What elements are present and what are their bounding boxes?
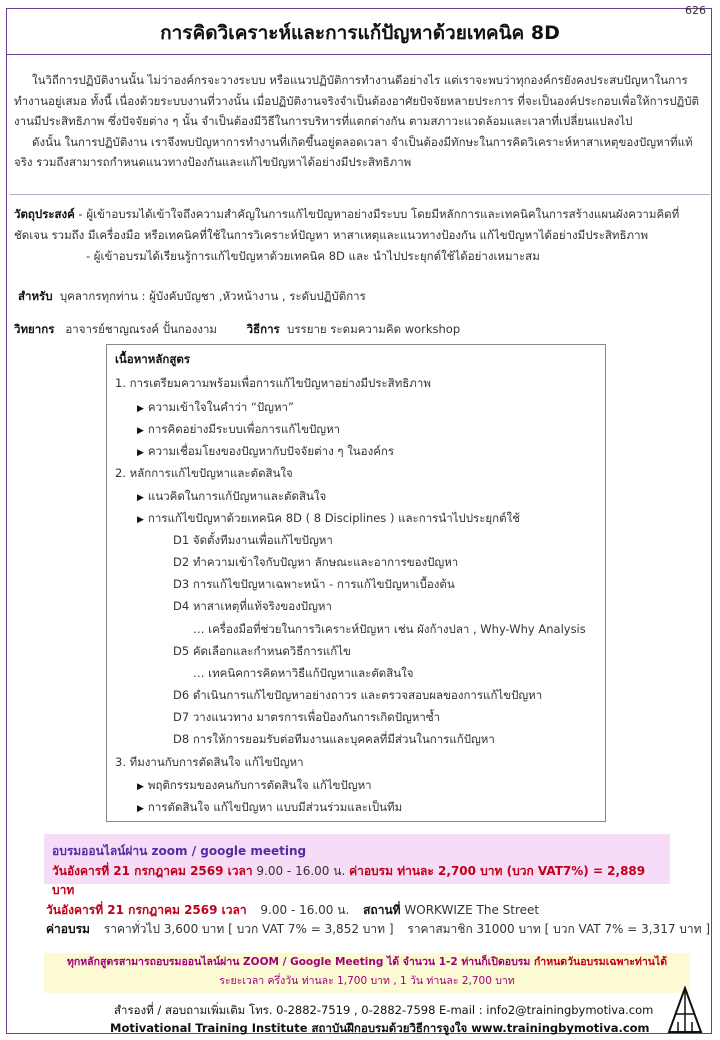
course-section-2-title: 2. หลักการแก้ไขปัญหาและตัดสินใจ — [115, 466, 293, 480]
course-bullet — [137, 777, 372, 795]
course-8d-step: D6 ดำเนินการแก้ไขปัญหาอย่างถาวร และตรวจสอบผลของการแก้ไขปัญหา — [173, 688, 543, 702]
course-bullet-text: ความเข้าใจในคำว่า “ปัญหา” — [147, 400, 294, 414]
place-value: WORKWIZE The Street — [404, 903, 540, 917]
course-outline-box — [106, 344, 606, 822]
onsite-training-info — [46, 901, 710, 939]
course-8d-step: D8 การให้การยอมรับต่อทีมงานและบุคคลที่มีส่วนในการแก้ปัญหา — [173, 732, 495, 746]
objective-item-2: - ผู้เข้าอบรมได้เรียนรู้การแก้ไขปัญหาด้วยเทคนิค 8D และ นำไปประยุกต์ใช้ได้อย่างเหมาะสม — [86, 249, 540, 263]
arrow-right-icon: ▶ — [137, 404, 144, 414]
course-section-3-title: 3. ทีมงานกับการตัดสินใจ แก้ไขปัญหา — [115, 755, 304, 769]
course-bullet-text: ความเชื่อมโยงของปัญหากับปัจจัยต่าง ๆ ในองค์กร — [147, 444, 395, 458]
intro-paragraph-1: ในวิถีการปฏิบัติงานนั้น ไม่ว่าองค์กรจะวางระบบ หรือแนวปฏิบัติการทำงานดีอย่างไร แต่เราจะพบว่าทุกองค์กรยังคงประสบปัญหาในการทำงานอยู่เสมอ ทั้งนี้ เนื่องด้วยระบบงานที่วางนั้น เมื่อปฏิบัติงานจริงจำเป็นต้องอาศัยปัจจัยหลายประการ ที่จะเป็นองค์ประกอบเพื่อให้การปฏิบัติงานมีประสิทธิภาพ ซึ่งปัจจัยต่าง ๆ นั้น จำเป็นต้องมีวิธีในการบริหารที่แตกต่างกัน ตามสภาวะแวดล้อมและเวลาที่เปลี่ยนแปลงไป — [14, 73, 699, 128]
course-8d-step: D5 คัดเลือกและกำหนดวิธีการแก้ไข — [173, 644, 351, 658]
speaker-name: อาจารย์ชาญณรงค์ ปั้นกองงาม — [65, 322, 217, 336]
course-bullet — [137, 488, 326, 506]
course-bullet — [137, 510, 520, 528]
course-bullet-text: แนวคิดในการแก้ปัญหาและตัดสินใจ — [147, 489, 327, 503]
fee-label: ค่าอบรม — [46, 922, 90, 936]
notice-line-2: ระยะเวลา ครึ่งวัน ท่านละ 1,700 บาท , 1 วัน ท่านละ 2,700 บาท — [219, 975, 515, 987]
section-divider — [10, 194, 710, 195]
online-heading: อบรมออนไลน์ผ่าน zoom / google meeting — [52, 844, 307, 858]
online-time: 9.00 - 16.00 น. — [252, 864, 350, 878]
intro-section — [14, 70, 704, 173]
footer-org: Motivational Training Institute สถาบันฝึกอบรมด้วยวิธีการจูงใจ www.trainingbymotiva.com — [110, 1021, 650, 1035]
page-title: การคิดวิเคราะห์และการแก้ปัญหาด้วยเทคนิค 8D — [160, 22, 560, 44]
mti-logo-icon — [666, 986, 704, 1034]
course-8d-step: D3 การแก้ไขปัญหาเฉพาะหน้า - การแก้ไขปัญหาเบื้องต้น — [173, 577, 455, 591]
notice-accent: กำหนดวันอบรมเฉพาะท่านได้ — [533, 956, 668, 968]
title-divider — [6, 54, 712, 55]
objective-text-1: - ผู้เข้าอบรมได้เข้าใจถึงความสำคัญในการแก้ไขปัญหาอย่างมีระบบ โดยมีหลักการและเทคนิคในการสร้างแผนผังความคิดที่ชัดเจน รวมถึง มีเครื่องมือ หรือเทคนิคที่ใช้ในการวิเคราะห์ปัญหา หาสาเหตุและแนวทางป้องกัน แก้ไขปัญหาได้อย่างมีประสิทธิภาพ — [14, 207, 680, 242]
method-label: วิธีการ — [246, 322, 280, 336]
place-label: สถานที่ — [363, 903, 401, 917]
course-bullet-text: การตัดสินใจ แก้ไขปัญหา แบบมีส่วนร่วมและเป็นทีม — [147, 800, 403, 814]
course-bullet — [137, 799, 402, 817]
page-number: 626 — [685, 4, 706, 17]
course-section-1-title: 1. การเตรียมความพร้อมเพื่อการแก้ไขปัญหาอย่างมีประสิทธิภาพ — [115, 376, 431, 390]
onsite-date: วันอังคารที่ 21 กรกฎาคม 2569 เวลา — [46, 903, 247, 917]
method-value: บรรยาย ระดมความคิด workshop — [287, 322, 461, 336]
course-bullet — [137, 421, 340, 439]
course-8d-step: D2 ทำความเข้าใจกับปัญหา ลักษณะและอาการของปัญหา — [173, 555, 459, 569]
online-date: วันอังคารที่ 21 กรกฎาคม 2569 เวลา — [52, 864, 253, 878]
course-8d-substep: … เทคนิคการคิดหาวิธีแก้ปัญหาและตัดสินใจ — [193, 666, 414, 680]
objective-label: วัตถุประสงค์ — [14, 207, 75, 221]
objective-section — [14, 204, 704, 267]
course-8d-step: D7 วางแนวทาง มาตรการเพื่อป้องกันการเกิดปัญหาซ้ำ — [173, 710, 441, 724]
course-bullet-text: การคิดอย่างมีระบบเพื่อการแก้ไขปัญหา — [147, 422, 341, 436]
onsite-schedule — [46, 901, 710, 920]
audience-label: สำหรับ — [18, 289, 53, 303]
onsite-time: 9.00 - 16.00 น. — [260, 903, 350, 917]
arrow-right-icon: ▶ — [137, 782, 144, 792]
speaker-label: วิทยากร — [14, 322, 55, 336]
course-8d-step: D1 จัดตั้งทีมงานเพื่อแก้ไขปัญหา — [173, 533, 333, 547]
audience-value: บุคลากรทุกท่าน : ผู้บังคับบัญชา ,หัวหน้างาน , ระดับปฏิบัติการ — [59, 289, 366, 303]
arrow-right-icon: ▶ — [137, 493, 144, 503]
arrow-right-icon: ▶ — [137, 804, 144, 814]
onsite-fees — [46, 920, 710, 939]
course-8d-step: D4 หาสาเหตุที่แท้จริงของปัญหา — [173, 599, 332, 613]
course-bullet — [137, 443, 394, 461]
course-bullet-text: พฤติกรรมของคนกับการตัดสินใจ แก้ไขปัญหา — [147, 778, 372, 792]
audience-line — [18, 288, 366, 306]
notice-text-1: ทุกหลักสูตรสามารถอบรมออนไลน์ผ่าน ZOOM / Google Meeting ได้ จำนวน 1-2 ท่านก็เปิดอบรม — [66, 956, 531, 968]
arrow-right-icon: ▶ — [137, 515, 144, 525]
arrow-right-icon: ▶ — [137, 448, 144, 458]
online-training-box — [44, 834, 670, 897]
intro-paragraph-2: ดังนั้น ในการปฏิบัติงาน เราจึงพบปัญหาการทำงานที่เกิดขึ้นอยู่ตลอดเวลา จำเป็นต้องมีทักษะในการคิดวิเคราะห์หาสาเหตุของปัญหาที่แท้จริง รวมถึงสามารถกำหนดแนวทางป้องกันและแก้ไขปัญหาได้อย่างมีประสิทธิภาพ — [14, 134, 693, 169]
notice-line-1 — [44, 953, 690, 972]
speaker-line — [14, 321, 460, 339]
objective-item-1 — [14, 204, 704, 246]
online-schedule — [52, 862, 670, 900]
arrow-right-icon: ▶ — [137, 426, 144, 436]
footer — [110, 1001, 653, 1037]
fee-general: ราคาทั่วไป 3,600 บาท [ บวก VAT 7% = 3,852 บาท ] — [103, 922, 394, 936]
online-fee: ค่าอบรม ท่านละ 2,700 บาท (บวก VAT7%) = 2,889 บาท — [52, 864, 646, 897]
course-bullet-text: การแก้ไขปัญหาด้วยเทคนิค 8D ( 8 Disciplines ) และการนำไปประยุกต์ใช้ — [147, 511, 520, 525]
notice-box — [44, 953, 690, 993]
course-8d-substep: … เครื่องมือที่ช่วยในการวิเคราะห์ปัญหา เช่น ผังก้างปลา , Why-Why Analysis — [193, 622, 586, 636]
fee-member: ราคาสมาชิก 31000 บาท [ บวก VAT 7% = 3,317 บาท ] — [407, 922, 711, 936]
course-bullet — [137, 399, 294, 417]
course-heading: เนื้อหาหลักสูตร — [115, 352, 190, 366]
footer-contact: สำรองที่ / สอบถามเพิ่มเติม โทร. 0-2882-7519 , 0-2882-7598 E-mail : info2@trainingbymotiva.com — [114, 1003, 654, 1017]
